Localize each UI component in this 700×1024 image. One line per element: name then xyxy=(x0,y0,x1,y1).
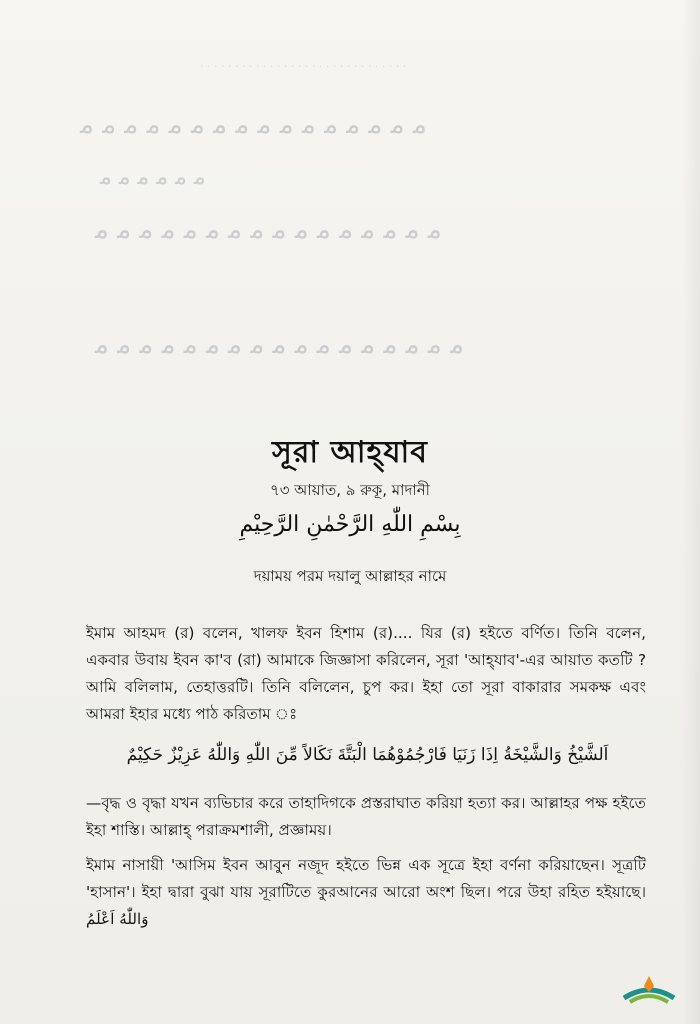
surah-subtitle: ৭৩ আয়াত, ৯ রুকূ, মাদানী xyxy=(270,481,430,499)
bismillah-arabic: بِسْمِ اللّٰهِ الرَّحْمٰنِ الرَّحِيْمِ xyxy=(239,512,461,537)
bleed-through-arabic: ﻣ ﻣ ﻣ ﻣ ﻣ ﻣ ﻣ ﻣ ﻣ ﻣ ﻣ ﻣ ﻣ ﻣ ﻣ ﻣ ﻣ xyxy=(95,330,464,360)
bleed-through-arabic: ﻣ ﻣ ﻣ ﻣ ﻣ ﻣ xyxy=(100,165,206,190)
paragraph-2: —বৃদ্ধ ও বৃদ্ধা যখন ব্যভিচার করে তাহাদিগকে প্রস্তরাঘাত করিয়া হত্যা কর। আল্লাহর পক্ষ হইতে ইহা শাস্তি। আল্লাহ্‌ পরাক্রমশালী, প্রজ্ঞাময়। xyxy=(86,794,646,839)
paragraph-3-text: ইমাম নাসায়ী 'আসিম ইবন আবুন নজূদ হইতে ভিন্ন এক সূত্রে ইহা বর্ণনা করিয়াছেন। সূত্রটি 'হাসান'। ইহা দ্বারা বুঝা যায় সূরাটিতে কুরআনের আরো অংশ ছিল। পরে উহা রহিত হইয়াছে। xyxy=(86,856,646,901)
verse-arabic: اَلشَّيْخُ وَالشَّيْخَةُ اِذَا زَنَيَا فَارْجُمُوْهُمَا الْبَتَّةَ نَكَالاً مِّنَ اللّٰهِ وَاللّٰهُ عَزِيْزٌ حَكِيْمٌ xyxy=(126,745,609,765)
paragraph-3 xyxy=(86,852,646,933)
paragraph-3-arabic: وَاللّٰهُ اَعْلَمُ xyxy=(86,910,149,928)
paragraph-1: ইমাম আহমদ (র) বলেন, খালফ ইবন হিশাম (র).... যির (র) হইতে বর্ণিত। তিনি বলেন, একবার উবায় ইবন কা'ব (রা) আমাকে জিজ্ঞাসা করিলেন, সূরা 'আহ্‌যাব'-এর আয়াত কতটি ? আমি বলিলাম, তেহাত্তরটি। তিনি বলিলেন, চুপ কর। ইহা তো সূরা বাকারার সমকক্ষ এবং আমরা ইহার মধ্যে পাঠ করিতাম ঃ xyxy=(86,624,646,723)
bismillah-translation: দয়াময় পরম দয়ালু আল্লাহর নামে xyxy=(253,567,447,585)
surah-title: সূরা আহ্‌যাব xyxy=(272,435,428,470)
publisher-logo-icon xyxy=(620,972,678,1006)
bleed-through-arabic: ﻣ ﻣ ﻣ ﻣ ﻣ ﻣ ﻣ ﻣ ﻣ ﻣ ﻣ ﻣ ﻣ ﻣ ﻣ ﻣ xyxy=(95,215,442,245)
bleed-through-arabic: ﻣ ﻣ ﻣ ﻣ ﻣ ﻣ ﻣ ﻣ ﻣ ﻣ ﻣ ﻣ ﻣ ﻣ ﻣ ﻣ xyxy=(80,110,427,140)
bleed-through-text: · · · · · · · · · · · · · · · · · · · · · · · · · · · · · · xyxy=(200,60,407,73)
